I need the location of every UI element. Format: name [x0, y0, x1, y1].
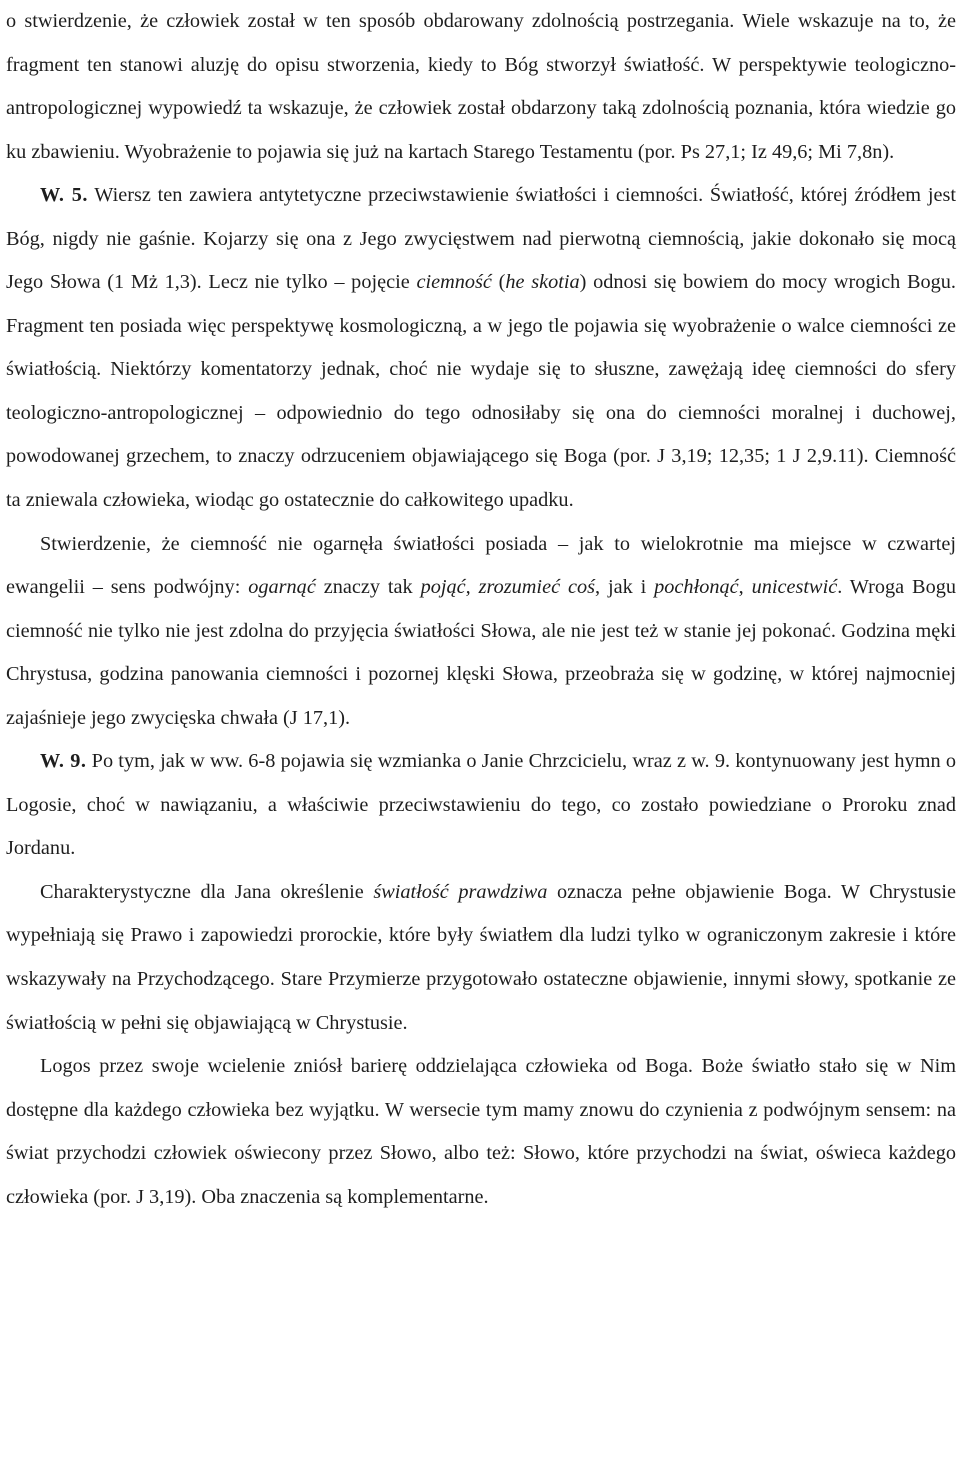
paragraph-text: Logos przez swoje wcielenie zniósł barierę oddzielająca człowieka od Boga. Boże światło stało się w Nim dostępne dla każdego człowieka bez wyjątku. W wersecie tym mamy znowu do czynienia z podwójnym sensem: na świat przychodzi człowiek oświecony przez Słowo, albo też: Słowo, które przychodzi na świat, oświeca każdego człowieka (por. J 3,19). Oba znaczenia są komplementarne.	[6, 1055, 956, 1208]
paragraph-text: Po tym, jak w ww. 6-8 pojawia się wzmianka o Janie Chrzcicielu, wraz z w. 9. kontynuowany jest hymn o Logosie, choć w nawiązaniu, a właściwie przeciwstawieniu do tego, co zostało powiedziane o Proroku znad Jordanu.	[6, 750, 956, 860]
italic-term: światłość prawdziwa	[373, 880, 548, 903]
italic-term: pochłonąć	[654, 576, 739, 599]
paragraph-text: Stwierdzenie, że ciemność nie ogarnęła światłości posiada – jak to wielokrotnie ma miejsce w czwartej ewangelii – sens podwójny:	[6, 532, 956, 599]
paragraph-text: ) odnosi się bowiem do mocy wrogich Bogu. Fragment ten posiada więc perspektywę kosmologiczną, a w jego tle pojawia się wyobrażenie o walce ciemności ze światłością. Niektórzy komentatorzy jednak, choć nie wydaje się to słuszne, zawężają ideę ciemności do sfery teologiczno-antropologicznej – odpowiednio do tego odnosiłaby się ona do ciemności moralnej i duchowej, powodowanej grzechem, to znaczy odrzuceniem objawiającego się Boga (por. J 3,19; 12,35; 1 J 2,9.11). Ciemność ta zniewala człowieka, wiodąc go ostatecznie do całkowitego upadku.	[6, 271, 956, 512]
paragraph-text: oznacza pełne objawienie Boga. W Chrystusie wypełniają się Prawo i zapowiedzi prorockie, które były światłem dla ludzi tylko w ograniczonym zakresie i które wskazywały na Przychodzącego. Stare Przymierze przygotowało ostateczne objawienie, innymi słowy, spotkanie ze światłością w pełni się objawiającą w Chrystusie.	[6, 880, 957, 1034]
italic-term: he skotia	[505, 271, 580, 294]
paragraph-text: znaczy tak	[315, 576, 421, 599]
paragraph	[6, 523, 956, 741]
paragraph-verse-9	[6, 740, 956, 871]
paragraph	[6, 1045, 956, 1219]
paragraph	[6, 0, 956, 174]
paragraph-verse-5	[6, 174, 956, 522]
paragraph-text: o stwierdzenie, że człowiek został w ten sposób obdarowany zdolnością postrzegania. Wiele wskazuje na to, że fragment ten stanowi aluzję do opisu stworzenia, kiedy to Bóg stworzył światłość. W perspektywie teologiczno-antropologicznej wypowiedź ta wskazuje, że człowiek został obdarzony taką zdolnością poznania, która wiedzie go ku zbawieniu. Wyobrażenie to pojawia się już na kartach Starego Testamentu (por. Ps 27,1; Iz 49,6; Mi 7,8n).	[6, 10, 956, 163]
paragraph-text: Charakterystyczne dla Jana określenie	[40, 880, 374, 903]
italic-term: unicestwić	[751, 576, 838, 599]
verse-marker: W. 9.	[40, 750, 87, 773]
paragraph	[6, 871, 956, 1045]
italic-term: ciemność	[416, 271, 492, 294]
paragraph-text: (	[491, 271, 506, 294]
paragraph-text: . Wroga Bogu ciemność nie tylko nie jest zdolna do przyjęcia światłości Słowa, ale nie jest też w stanie jej pokonać. Godzina męki Chrystusa, godzina panowania ciemności i pozornej klęski Słowa, przeobraża się w godzinę, w której najmocniej zajaśnieje jego zwycięska chwała (J 17,1).	[6, 576, 957, 729]
italic-term: ogarnąć	[248, 576, 316, 599]
paragraph-text: Wiersz ten zawiera antytetyczne przeciwstawienie światłości i ciemności. Światłość, której źródłem jest Bóg, nigdy nie gaśnie. Kojarzy się ona z Jego zwycięstwem nad pierwotną ciemnością, jakie dokonało się mocą Jego Słowa (1 Mż 1,3). Lecz nie tylko – pojęcie	[6, 184, 956, 294]
verse-marker: W. 5.	[40, 184, 88, 207]
paragraph-text: ,	[738, 576, 752, 599]
paragraph-text: , jak i	[595, 576, 655, 599]
italic-term: pojąć, zrozumieć coś	[420, 576, 595, 599]
document-page	[6, 0, 956, 1219]
